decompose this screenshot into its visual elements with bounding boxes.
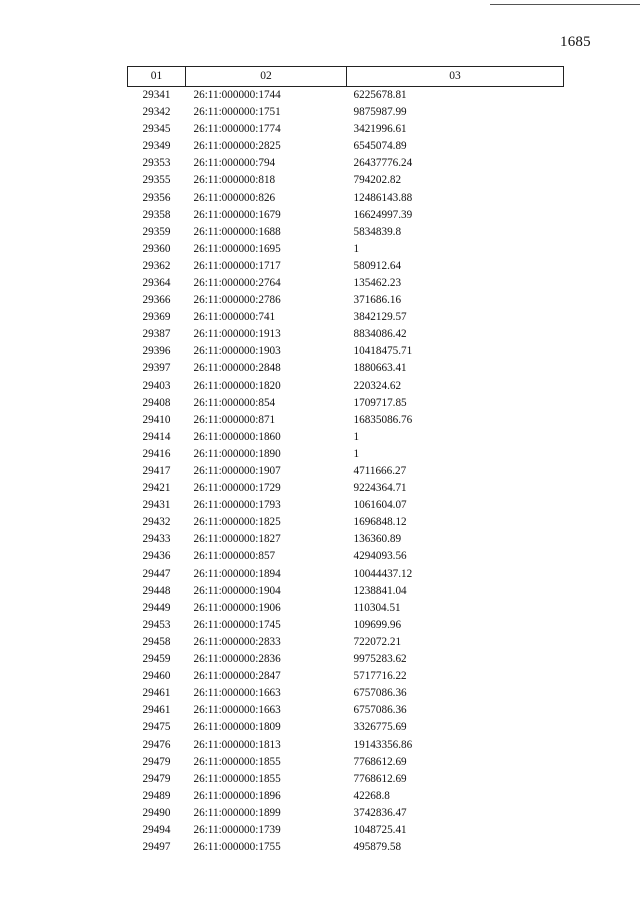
cell-cadastral-id: 26:11:000000:1755	[193, 841, 281, 854]
cell-value: 16624997.39	[353, 208, 413, 221]
table-row	[128, 326, 564, 343]
cell-cadastral-id: 26:11:000000:1903	[193, 345, 281, 358]
cell-value: 3326775.69	[353, 721, 407, 734]
table-row	[128, 378, 564, 395]
cell-value: 6545074.89	[353, 140, 407, 153]
cell-value: 42268.8	[353, 789, 390, 802]
cell-value: 1	[353, 447, 360, 460]
cell-cadastral-id: 26:11:000000:1739	[193, 823, 281, 836]
cell-number: 29341	[142, 88, 171, 101]
cell-number: 29362	[142, 259, 171, 272]
table-row	[128, 138, 564, 155]
cell-value: 371686.16	[353, 294, 402, 307]
table-row	[128, 668, 564, 685]
table-row	[128, 104, 564, 121]
table-row	[128, 719, 564, 736]
cell-number: 29459	[142, 653, 171, 666]
cell-number: 29416	[142, 447, 171, 460]
cell-number: 29360	[142, 242, 171, 255]
cell-number: 29436	[142, 550, 171, 563]
cell-value: 8834086.42	[353, 328, 407, 341]
data-table	[127, 66, 564, 856]
cell-value: 1696848.12	[353, 516, 407, 529]
cell-cadastral-id: 26:11:000000:826	[193, 191, 276, 204]
cell-cadastral-id: 26:11:000000:1894	[193, 567, 281, 580]
cell-cadastral-id: 26:11:000000:1860	[193, 430, 281, 443]
cell-value: 1	[353, 430, 360, 443]
table-row	[128, 172, 564, 189]
cell-value: 6757086.36	[353, 687, 407, 700]
cell-value: 19143356.86	[353, 738, 413, 751]
cell-number: 29497	[142, 841, 171, 854]
table-row	[128, 395, 564, 412]
table-row	[128, 788, 564, 805]
cell-number: 29353	[142, 157, 171, 170]
cell-value: 3421996.61	[353, 123, 407, 136]
table-row	[128, 822, 564, 839]
cell-value: 794202.82	[353, 174, 402, 187]
cell-value: 1	[353, 242, 360, 255]
cell-number: 29355	[142, 174, 171, 187]
cell-cadastral-id: 26:11:000000:1663	[193, 687, 281, 700]
cell-number: 29432	[142, 516, 171, 529]
cell-cadastral-id: 26:11:000000:1774	[193, 123, 281, 136]
cell-cadastral-id: 26:11:000000:2825	[193, 140, 281, 153]
cell-value: 6225678.81	[353, 88, 407, 101]
cell-number: 29476	[142, 738, 171, 751]
cell-number: 29431	[142, 499, 171, 512]
table-row	[128, 480, 564, 497]
cell-number: 29433	[142, 533, 171, 546]
table-row	[128, 566, 564, 583]
table-row	[128, 805, 564, 822]
cell-value: 136360.89	[353, 533, 402, 546]
table-row	[128, 839, 564, 856]
cell-cadastral-id: 26:11:000000:2833	[193, 635, 281, 648]
table-row	[128, 754, 564, 771]
cell-cadastral-id: 26:11:000000:1809	[193, 721, 281, 734]
cell-cadastral-id: 26:11:000000:871	[193, 413, 276, 426]
cell-cadastral-id: 26:11:000000:1663	[193, 704, 281, 717]
table-row	[128, 617, 564, 634]
cell-cadastral-id: 26:11:000000:1729	[193, 482, 281, 495]
table-row	[128, 549, 564, 566]
table-row	[128, 121, 564, 138]
table-row	[128, 600, 564, 617]
cell-cadastral-id: 26:11:000000:1906	[193, 601, 281, 614]
table-row	[128, 343, 564, 360]
cell-value: 5717716.22	[353, 670, 407, 683]
cell-cadastral-id: 26:11:000000:1855	[193, 755, 281, 768]
cell-number: 29448	[142, 584, 171, 597]
table-body	[128, 87, 564, 857]
cell-value: 1880663.41	[353, 362, 407, 375]
cell-number: 29366	[142, 294, 171, 307]
cell-cadastral-id: 26:11:000000:1813	[193, 738, 281, 751]
table-row	[128, 412, 564, 429]
column-header-02: 02	[186, 67, 347, 87]
cell-value: 3742836.47	[353, 806, 407, 819]
cell-value: 1061604.07	[353, 499, 407, 512]
cell-cadastral-id: 26:11:000000:2848	[193, 362, 281, 375]
cell-cadastral-id: 26:11:000000:1688	[193, 225, 281, 238]
cell-number: 29364	[142, 276, 171, 289]
cell-value: 9875987.99	[353, 106, 407, 119]
table-row	[128, 155, 564, 172]
cell-cadastral-id: 26:11:000000:1855	[193, 772, 281, 785]
cell-cadastral-id: 26:11:000000:1744	[193, 88, 281, 101]
table-row	[128, 514, 564, 531]
table-row	[128, 87, 564, 105]
column-header-03: 03	[347, 67, 564, 87]
cell-value: 1709717.85	[353, 396, 407, 409]
cell-number: 29359	[142, 225, 171, 238]
cell-value: 6757086.36	[353, 704, 407, 717]
table-row	[128, 446, 564, 463]
cell-value: 4711666.27	[353, 465, 407, 477]
cell-number: 29369	[142, 311, 171, 324]
cell-value: 7768612.69	[353, 755, 407, 768]
table-row	[128, 429, 564, 446]
table-row	[128, 651, 564, 668]
cell-number: 29461	[142, 687, 171, 700]
cell-value: 220324.62	[353, 379, 402, 392]
cell-value: 4294093.56	[353, 550, 407, 563]
cell-number: 29387	[142, 328, 171, 341]
cell-value: 7768612.69	[353, 772, 407, 785]
cell-number: 29475	[142, 721, 171, 734]
cell-cadastral-id: 26:11:000000:1825	[193, 516, 281, 529]
cell-value: 5834839.8	[353, 225, 402, 238]
table-row	[128, 292, 564, 309]
cell-value: 26437776.24	[353, 157, 413, 170]
cell-cadastral-id: 26:11:000000:1904	[193, 584, 281, 597]
cell-number: 29414	[142, 430, 171, 443]
cell-cadastral-id: 26:11:000000:1717	[193, 259, 281, 272]
cell-number: 29479	[142, 755, 171, 768]
cell-number: 29403	[142, 379, 171, 392]
table-row	[128, 634, 564, 651]
cell-value: 16835086.76	[353, 413, 413, 426]
cell-number: 29356	[142, 191, 171, 204]
table-row	[128, 737, 564, 754]
cell-value: 722072.21	[353, 635, 402, 648]
top-rule	[490, 4, 640, 5]
table-row	[128, 361, 564, 378]
cell-cadastral-id: 26:11:000000:818	[193, 174, 276, 187]
cell-value: 135462.23	[353, 276, 402, 289]
cell-value: 12486143.88	[353, 191, 413, 204]
table-row	[128, 702, 564, 719]
cell-cadastral-id: 26:11:000000:1793	[193, 499, 281, 512]
cell-cadastral-id: 26:11:000000:1913	[193, 328, 281, 341]
table-row	[128, 224, 564, 241]
table-row	[128, 531, 564, 548]
cell-cadastral-id: 26:11:000000:1679	[193, 208, 281, 221]
table-row	[128, 309, 564, 326]
cell-number: 29342	[142, 106, 171, 119]
cell-number: 29396	[142, 345, 171, 358]
cell-value: 1238841.04	[353, 584, 407, 597]
cell-cadastral-id: 26:11:000000:2836	[193, 653, 281, 666]
cell-cadastral-id: 26:11:000000:2786	[193, 294, 281, 307]
cell-value: 3842129.57	[353, 311, 407, 324]
cell-cadastral-id: 26:11:000000:1751	[193, 106, 281, 119]
cell-number: 29458	[142, 635, 171, 648]
cell-cadastral-id: 26:11:000000:1745	[193, 618, 281, 631]
cell-number: 29479	[142, 772, 171, 785]
cell-number: 29417	[142, 465, 171, 477]
cell-cadastral-id: 26:11:000000:1890	[193, 447, 281, 460]
cell-number: 29410	[142, 413, 171, 426]
table-row	[128, 771, 564, 788]
cell-value: 10044437.12	[353, 567, 413, 580]
cell-value: 10418475.71	[353, 345, 413, 358]
cell-value: 580912.64	[353, 259, 402, 272]
header-row	[128, 67, 564, 87]
cell-value: 1048725.41	[353, 823, 407, 836]
cell-number: 29358	[142, 208, 171, 221]
cell-value: 9224364.71	[353, 482, 407, 495]
column-header-01: 01	[128, 67, 186, 87]
cell-cadastral-id: 26:11:000000:857	[193, 550, 276, 563]
cell-number: 29453	[142, 618, 171, 631]
cell-value: 110304.51	[353, 601, 401, 614]
cell-cadastral-id: 26:11:000000:794	[193, 157, 276, 170]
cell-number: 29494	[142, 823, 171, 836]
table-row	[128, 241, 564, 258]
cell-number: 29461	[142, 704, 171, 717]
cell-number: 29397	[142, 362, 171, 375]
cell-cadastral-id: 26:11:000000:1899	[193, 806, 281, 819]
cell-cadastral-id: 26:11:000000:741	[193, 311, 276, 324]
cell-value: 9975283.62	[353, 653, 407, 666]
cell-number: 29345	[142, 123, 171, 136]
cell-value: 109699.96	[353, 618, 402, 631]
cell-cadastral-id: 26:11:000000:2847	[193, 670, 281, 683]
table-row	[128, 190, 564, 207]
table-row	[128, 275, 564, 292]
cell-cadastral-id: 26:11:000000:2764	[193, 276, 281, 289]
cell-number: 29349	[142, 140, 171, 153]
cell-cadastral-id: 26:11:000000:1695	[193, 242, 281, 255]
cell-number: 29490	[142, 806, 171, 819]
page-number: 1685	[560, 34, 591, 50]
cell-number: 29408	[142, 396, 171, 409]
cell-number: 29447	[142, 567, 171, 580]
cell-cadastral-id: 26:11:000000:1907	[193, 465, 281, 477]
cell-cadastral-id: 26:11:000000:1896	[193, 789, 281, 802]
table-row	[128, 583, 564, 600]
cell-number: 29460	[142, 670, 171, 683]
cell-number: 29449	[142, 601, 171, 614]
cell-cadastral-id: 26:11:000000:1827	[193, 533, 281, 546]
cell-cadastral-id: 26:11:000000:1820	[193, 379, 281, 392]
table-row	[128, 685, 564, 702]
cell-value: 495879.58	[353, 841, 402, 854]
table-row	[128, 258, 564, 275]
table-row	[128, 207, 564, 224]
cell-cadastral-id: 26:11:000000:854	[193, 396, 276, 409]
cell-number: 29489	[142, 789, 171, 802]
table-row	[128, 463, 564, 480]
cell-number: 29421	[142, 482, 171, 495]
table-row	[128, 497, 564, 514]
